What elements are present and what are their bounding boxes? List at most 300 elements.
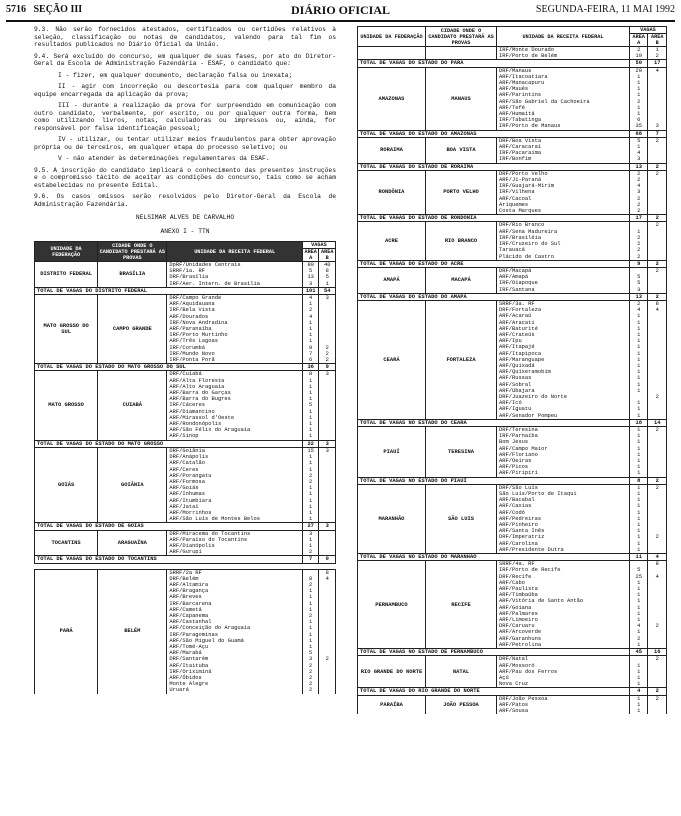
area-a-cell: 1 [629, 629, 648, 635]
area-a-cell: 1 [629, 74, 648, 80]
state-cell: AMAZONAS [358, 67, 426, 130]
right-column [357, 26, 667, 714]
unit-cell: DRF/Caruaru [497, 623, 630, 629]
total-row [35, 287, 336, 294]
unit-cell: ARF/Baturité [497, 326, 630, 332]
unit-cell: DRF/São Luís [497, 484, 630, 491]
unit-cell: DRF/Anápolis [167, 454, 302, 460]
area-a-cell: 3 [302, 530, 319, 537]
unit-cell: ARF/São Gabriel da Cachoeira [497, 99, 630, 105]
city-cell: FORTALEZA [425, 300, 496, 419]
area-a-cell: 1 [302, 607, 319, 613]
area-a-cell: 1 [629, 605, 648, 611]
unit-cell: ARF/Garanhuns [497, 636, 630, 642]
area-a-cell: 15 [302, 447, 319, 454]
unit-cell: ARF/Mossoró [497, 663, 630, 669]
area-a-cell: 1 [302, 619, 319, 625]
unit-cell: IRF/Parnaíba [497, 433, 630, 439]
area-a-cell: 1 [302, 320, 319, 326]
unit-cell: DRF/Goiânia [167, 447, 302, 454]
city-cell: BRASÍLIA [98, 262, 167, 288]
area-b-cell [319, 516, 336, 523]
unit-cell: IRF/Porto de Manaus [497, 123, 630, 130]
unit-cell: DRF/Cuiabá [167, 371, 302, 378]
edital-text [34, 26, 336, 235]
area-a-cell: 1 [302, 332, 319, 338]
area-b-cell [648, 681, 667, 688]
unit-cell: ARF/Sinop [167, 433, 302, 440]
unit-cell: IRF/Paragominas [167, 632, 302, 638]
area-a-cell: 1 [629, 326, 648, 332]
area-a-cell: 1 [629, 458, 648, 464]
total-row [358, 60, 667, 67]
total-area-b: 2 [648, 163, 667, 170]
unit-cell: DRF/Juazeiro do Norte [497, 394, 630, 400]
state-cell: AMAPÁ [358, 267, 426, 293]
area-a-cell: 1 [629, 406, 648, 412]
paragraph-9-5: 9.5. A inscrição do candidato implicará o conhecimento das presentes instruções e o compromisso tácito de aceitar as condições do concurso, tais como se acham estabelecidas no presente Edital. [34, 166, 336, 189]
unit-cell: ARF/Aquidauana [167, 301, 302, 307]
unit-cell: ARF/São Luís de Montes Belos [167, 516, 302, 523]
unit-cell: ARF/Sobral [497, 382, 630, 388]
total-area-b: 17 [648, 60, 667, 67]
state-cell: CEARÁ [358, 300, 426, 419]
table-row [35, 569, 336, 576]
total-area-b: 2 [648, 260, 667, 267]
area-b-cell: 2 [648, 656, 667, 663]
unit-cell: ARF/Pedreiras [497, 516, 630, 522]
unit-cell: ARF/Marabá [167, 650, 302, 656]
area-a-cell: 2 [302, 669, 319, 675]
unit-cell: ARF/Presidente Dutra [497, 547, 630, 554]
area-a-cell: 1 [302, 378, 319, 384]
area-a-cell: 1 [302, 485, 319, 491]
area-a-cell: 1 [302, 460, 319, 466]
total-label: TOTAL DE VAGAS DO ESTADO DE RONDÔNIA [358, 215, 630, 222]
state-cell: RIO GRANDE DO NORTE [358, 656, 426, 688]
unit-cell: ARF/Altamira [167, 582, 302, 588]
total-area-a: 68 [629, 130, 648, 137]
unit-cell: DRF/Brasília [167, 274, 302, 280]
unit-cell: ARF/Conceição do Araguaia [167, 625, 302, 631]
area-a-cell: 1 [629, 470, 648, 477]
unit-cell: IRF/Mundo Novo [167, 351, 302, 357]
table-row [358, 267, 667, 274]
city-cell: BELÉM [98, 569, 167, 694]
area-b-cell [648, 642, 667, 649]
area-a-cell: 2 [629, 99, 648, 105]
total-area-b: 0 [319, 556, 336, 563]
area-a-cell: 4 [629, 307, 648, 313]
unit-cell: IRF/Barcarena [167, 601, 302, 607]
unit-cell: ARF/Pinheiro [497, 522, 630, 528]
city-cell: MACAPÁ [425, 267, 496, 293]
total-area-a: 13 [629, 163, 648, 170]
unit-cell: Monte Alegre [167, 681, 302, 687]
unit-cell: ARF/Petrolina [497, 642, 630, 649]
area-a-cell: 1 [302, 454, 319, 460]
area-b-cell [648, 547, 667, 554]
unit-cell: ARF/Tefé [497, 105, 630, 111]
area-a-cell: 4 [302, 314, 319, 320]
unit-cell: ARF/Icó [497, 400, 630, 406]
unit-cell: ARF/São Félix do Araguaia [167, 427, 302, 433]
area-b-cell: 2 [319, 357, 336, 364]
unit-cell: DRF/Campo Grande [167, 295, 302, 302]
area-a-cell: 5 [629, 137, 648, 144]
state-cell: RORAIMA [358, 137, 426, 163]
unit-cell: IRF/Nova Andradina [167, 320, 302, 326]
total-label: TOTAL DE VAGAS DO ESTADO DO MATO GROSSO DO SUL [35, 364, 303, 371]
area-a-cell: 2 [629, 300, 648, 307]
unit-cell: Açú [497, 675, 630, 681]
area-a-cell: 3 [629, 287, 648, 294]
vagas-table-left [34, 241, 336, 694]
unit-cell: DpRF/Unidades Centrais [167, 262, 302, 269]
area-a-cell: 2 [629, 196, 648, 202]
unit-cell: ARF/Iguatu [497, 406, 630, 412]
unit-cell: Uruará [167, 687, 302, 693]
unit-cell: ARF/Inhumas [167, 491, 302, 497]
unit-cell: ARF/Carolina [497, 541, 630, 547]
area-b-cell [648, 254, 667, 261]
area-a-cell: 2 [629, 177, 648, 183]
unit-cell: ARF/Picos [497, 464, 630, 470]
area-a-cell [629, 561, 648, 568]
total-label: TOTAL DE VAGAS DO ESTADO DO AMAZONAS [358, 130, 630, 137]
unit-cell: SRRF/2a RF [167, 569, 302, 576]
total-area-a: 36 [302, 364, 319, 371]
area-a-cell: 1 [629, 516, 648, 522]
header-area-a: ÁREA A [302, 249, 319, 262]
area-a-cell: 5 [629, 274, 648, 280]
unit-cell: Ariquemes [497, 202, 630, 208]
area-b-cell: 2 [648, 53, 667, 60]
total-row [358, 477, 667, 484]
unit-cell: ARF/Palmares [497, 611, 630, 617]
section-name: SEÇÃO III [33, 4, 83, 15]
unit-cell: ARF/Gurupi [167, 549, 302, 556]
unit-cell: ARF/Quixadá [497, 363, 630, 369]
total-row [358, 163, 667, 170]
unit-cell: IRF/Corumbá [167, 345, 302, 351]
total-area-a: 17 [629, 215, 648, 222]
item-iv: IV - utilizar, ou tentar utilizar meios fraudulentos para obter aprovação própria ou de terceiros, em qualquer etapa do processo seletivo; ou [34, 136, 336, 151]
area-b-cell: 4 [648, 67, 667, 74]
total-area-a: 9 [629, 260, 648, 267]
table-row [358, 170, 667, 177]
unit-cell: ARF/Morrinhos [167, 510, 302, 516]
total-area-b: 4 [648, 554, 667, 561]
header-city: CIDADE ONDE O CANDIDATO PRESTARÁ AS PROVAS [99, 242, 165, 261]
unit-cell: IRF/Porto de Belém [497, 53, 630, 60]
area-b-cell: 5 [319, 274, 336, 280]
total-row [35, 556, 336, 563]
area-b-cell [648, 287, 667, 294]
area-a-cell: 1 [629, 611, 648, 617]
area-a-cell: 1 [302, 543, 319, 549]
newspaper-title: DIÁRIO OFICIAL [290, 3, 390, 17]
area-a-cell: 10 [629, 53, 648, 60]
unit-cell: ARF/Itaituba [167, 663, 302, 669]
table-row [35, 447, 336, 454]
area-a-cell: 2 [629, 47, 648, 54]
unit-cell: ARF/Mirassol d'Oeste [167, 415, 302, 421]
area-a-cell: 1 [629, 452, 648, 458]
area-b-cell: 2 [648, 222, 667, 229]
area-a-cell: 1 [302, 601, 319, 607]
unit-cell: SRRF/1a. RF [167, 268, 302, 274]
unit-cell: ARF/Dourados [167, 314, 302, 320]
total-area-b: 2 [648, 477, 667, 484]
state-cell [358, 47, 426, 60]
area-a-cell: 1 [629, 491, 648, 497]
total-label: TOTAL DE VAGAS DO DISTRITO FEDERAL [35, 287, 303, 294]
area-b-cell: 2 [648, 695, 667, 702]
area-b-cell: 2 [648, 426, 667, 433]
unit-cell: ARF/Ceres [167, 467, 302, 473]
total-area-a: 13 [629, 293, 648, 300]
area-a-cell: 1 [302, 638, 319, 644]
header-unit: UNIDADE DA RECEITA FEDERAL [497, 27, 630, 47]
unit-cell: IRF/Bonfim [497, 156, 630, 163]
unit-cell: ARF/Maranguape [497, 357, 630, 363]
area-b-cell [319, 549, 336, 556]
unit-cell: ARF/Acaraú [497, 313, 630, 319]
total-area-a: 101 [302, 287, 319, 294]
unit-cell: IRF/Cruzeiro do Sul [497, 241, 630, 247]
area-a-cell: 3 [302, 281, 319, 288]
unit-cell: ARF/Santa Inês [497, 528, 630, 534]
area-a-cell: 1 [629, 503, 648, 509]
city-cell: JOÃO PESSOA [425, 695, 496, 714]
area-a-cell: 2 [629, 202, 648, 208]
total-area-b: 7 [648, 130, 667, 137]
area-a-cell: 1 [302, 427, 319, 433]
unit-cell: ARF/Russas [497, 375, 630, 381]
unit-cell: ARF/Cabo [497, 580, 630, 586]
area-a-cell: 1 [629, 400, 648, 406]
unit-cell: ARF/Itapajé [497, 344, 630, 350]
total-row [35, 440, 336, 447]
area-b-cell: 8 [319, 569, 336, 576]
unit-cell: IRF/Porto de Recife [497, 567, 630, 573]
item-iii: III - durante a realização da prova for surpreendido em comunicação com outro candidato, verbalmente, por escrito, ou por qualquer outra forma, bem como utilizando livros, notas, calculadoras ou impressos ou, ainda, for responsável por falsa identificação pessoal; [34, 102, 336, 132]
unit-cell: IRF/Ponta Porã [167, 357, 302, 364]
area-b-cell: 2 [648, 623, 667, 629]
table-row [358, 300, 667, 307]
area-a-cell: 1 [302, 338, 319, 344]
total-label: TOTAL DE VAGAS DO ESTADO DO PARÁ [358, 60, 630, 67]
unit-cell: ARF/Amapá [497, 274, 630, 280]
area-a-cell: 1 [302, 594, 319, 600]
total-label: TOTAL DE VAGAS NO ESTADO DO PIAUÍ [358, 477, 630, 484]
area-b-cell: 4 [319, 576, 336, 582]
table-row [358, 695, 667, 702]
city-cell [425, 47, 496, 60]
total-label: TOTAL DE VAGAS DO ESTADO DO ACRE [358, 260, 630, 267]
total-area-a: 11 [629, 554, 648, 561]
area-a-cell: 1 [302, 326, 319, 332]
area-a-cell: 1 [629, 144, 648, 150]
vagas-table-right [357, 26, 667, 714]
unit-cell: ARF/Tomé-Açu [167, 644, 302, 650]
area-a-cell: 1 [302, 644, 319, 650]
unit-cell: IRF/Porto Murtinho [167, 332, 302, 338]
signature: NELSIMAR ALVES DE CARVALHO [135, 214, 235, 221]
area-a-cell: 1 [629, 598, 648, 604]
table-row [35, 295, 336, 302]
total-label: TOTAL DE VAGAS DO ESTADO DE GOIÁS [35, 523, 303, 530]
area-a-cell: 20 [629, 67, 648, 74]
unit-cell: IRF/Guajará-Mirim [497, 183, 630, 189]
area-a-cell: 2 [629, 170, 648, 177]
area-a-cell: 1 [629, 111, 648, 117]
issue-date: SEGUNDA-FEIRA, 11 MAI 1992 [535, 4, 675, 15]
area-a-cell: 2 [302, 675, 319, 681]
city-cell: RIO BRANCO [425, 222, 496, 260]
page-number: 5716 [6, 4, 26, 15]
area-b-cell: 2 [319, 656, 336, 662]
unit-cell: ARF/Cacoal [497, 196, 630, 202]
unit-cell: IRF/Tabatinga [497, 117, 630, 123]
area-b-cell [319, 433, 336, 440]
unit-cell: DRF/João Pessoa [497, 695, 630, 702]
area-a-cell: 1 [629, 497, 648, 503]
table-row [35, 530, 336, 537]
unit-cell: ARF/Goiana [497, 605, 630, 611]
unit-cell: ARF/Bacabal [497, 497, 630, 503]
area-b-cell: 3 [648, 123, 667, 130]
area-a-cell: 1 [302, 632, 319, 638]
state-cell: TOCANTINS [35, 530, 98, 556]
area-b-cell: 2 [648, 534, 667, 540]
unit-cell: IRF/Brasiléia [497, 235, 630, 241]
area-a-cell: 3 [629, 189, 648, 195]
area-a-cell: 1 [629, 528, 648, 534]
unit-cell: ARF/Porangatu [167, 473, 302, 479]
area-a-cell [302, 569, 319, 576]
area-b-cell: 8 [648, 561, 667, 568]
area-a-cell: 1 [629, 547, 648, 554]
total-area-b: 3 [319, 440, 336, 447]
unit-cell: DRF/Teresina [497, 426, 630, 433]
unit-cell: DRF/Recife [497, 574, 630, 580]
paragraph-9-3: 9.3. Não serão fornecidos atestados, certificados ou certidões relativos à seleção, classificação ou notas de candidatos, valendo para tal fim os resultados publicados no Diário Oficial da União. [34, 26, 336, 48]
item-ii: II - agir com incorreção ou descortesia para com qualquer membro da equipe encarregada da aplicação da prova; [34, 83, 336, 98]
area-a-cell: 1 [629, 484, 648, 491]
area-a-cell: 1 [629, 464, 648, 470]
unit-cell: Tarauacá [497, 247, 630, 253]
unit-cell: ARF/Formosa [167, 479, 302, 485]
city-cell: ARAGUAÍNA [98, 530, 167, 556]
unit-cell: ARF/Castanhal [167, 619, 302, 625]
table-row [358, 222, 667, 229]
unit-cell: IRF/Pacaraima [497, 150, 630, 156]
area-a-cell: 7 [302, 351, 319, 357]
table-row [358, 47, 667, 54]
area-a-cell: 1 [302, 625, 319, 631]
unit-cell: ARF/Piripiri [497, 470, 630, 477]
table-row [358, 67, 667, 74]
area-a-cell: 1 [629, 363, 648, 369]
unit-cell: IRF/Bela Vista [167, 307, 302, 313]
city-cell: RECIFE [425, 561, 496, 649]
paragraph-9-4: 9.4. Será excluído do concurso, em qualquer de suas fases, por ato do Diretor-Geral da Escola de Administração Fazendária - ESAF, o candidato que: [34, 52, 336, 67]
total-area-a: 4 [629, 688, 648, 695]
header-area-b: ÁREA B [648, 34, 667, 47]
unit-cell: ARF/Caracaraí [497, 144, 630, 150]
unit-cell: ARF/Sena Madureira [497, 229, 630, 235]
area-a-cell: 2 [302, 663, 319, 669]
area-a-cell: 1 [629, 617, 648, 623]
area-b-cell: 2 [648, 170, 667, 177]
area-a-cell: 1 [629, 510, 648, 516]
area-a-cell: 2 [302, 307, 319, 313]
table-row [358, 484, 667, 491]
city-cell: CAMPO GRANDE [98, 295, 167, 364]
area-a-cell: 1 [629, 369, 648, 375]
area-a-cell: 1 [629, 439, 648, 445]
unit-cell: ARF/Itacoatiara [497, 74, 630, 80]
total-label: TOTAL DE VAGAS DO ESTADO DO TOCANTINS [35, 556, 303, 563]
unit-cell: ARF/Crateús [497, 332, 630, 338]
area-a-cell: 4 [302, 295, 319, 302]
area-a-cell: 2 [302, 549, 319, 556]
area-a-cell: 80 [302, 262, 319, 269]
unit-cell: SRRF/3a. RF [497, 300, 630, 307]
unit-cell: ARF/Paranaíba [167, 326, 302, 332]
area-a-cell: 1 [629, 642, 648, 649]
unit-cell: ARF/Timbaúba [497, 592, 630, 598]
unit-cell: ARF/Caxias [497, 503, 630, 509]
unit-cell: DRF/Boa Vista [497, 137, 630, 144]
area-b-cell: 2 [319, 351, 336, 357]
area-a-cell: 1 [629, 338, 648, 344]
city-cell: BOA VISTA [425, 137, 496, 163]
unit-cell: ARF/Cametá [167, 607, 302, 613]
area-a-cell: 2 [302, 687, 319, 693]
unit-cell: IRF/Aer. Intern. de Brasília [167, 281, 302, 288]
state-cell: PERNAMBUCO [358, 561, 426, 649]
area-a-cell: 1 [629, 586, 648, 592]
area-b-cell: 2 [648, 137, 667, 144]
area-a-cell: 1 [629, 681, 648, 688]
area-a-cell [629, 267, 648, 274]
total-area-b: 16 [648, 649, 667, 656]
area-a-cell: 5 [302, 650, 319, 656]
table-row [358, 656, 667, 663]
area-a-cell: 2 [302, 681, 319, 687]
area-a-cell [629, 656, 648, 663]
area-b-cell: 3 [319, 447, 336, 454]
table-row [35, 371, 336, 378]
area-a-cell: 1 [302, 409, 319, 415]
table-row [358, 561, 667, 568]
area-a-cell: 4 [629, 623, 648, 629]
area-b-cell [319, 687, 336, 693]
area-a-cell: 1 [629, 388, 648, 394]
page-header [6, 4, 675, 18]
area-a-cell: 1 [302, 498, 319, 504]
area-a-cell: 2 [302, 479, 319, 485]
item-v: V - não atender às determinações regulamentares da ESAF. [58, 155, 270, 162]
area-a-cell: 4 [629, 183, 648, 189]
area-a-cell: 6 [302, 357, 319, 364]
city-cell: MANAUS [425, 67, 496, 130]
unit-cell: ARF/Senador Pompeu [497, 413, 630, 420]
annex-title: ANEXO I - TTN [160, 227, 210, 235]
